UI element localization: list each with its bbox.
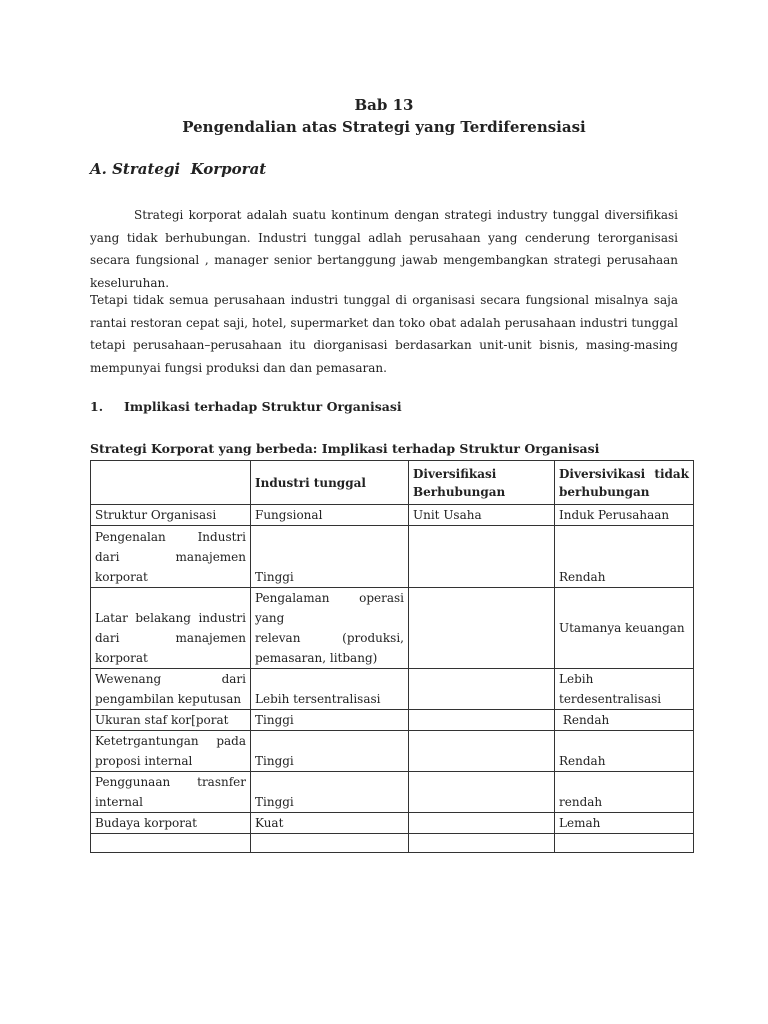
table-row	[91, 813, 694, 834]
table-cell: Induk Perusahaan	[555, 505, 694, 526]
table-cell	[409, 669, 555, 710]
table-cell: Unit Usaha	[409, 505, 555, 526]
strategy-table	[90, 460, 694, 853]
table-cell: Wewenang dari pengambilan keputusan	[91, 669, 251, 710]
table-cell: Pengenalan Industri dari manajemen korporat	[91, 526, 251, 588]
table-cell: Latar belakang industri dari manajemen korporat	[91, 588, 251, 669]
table-cell	[409, 772, 555, 813]
table-cell	[409, 588, 555, 669]
table-cell: rendah	[555, 772, 694, 813]
subsection-heading	[90, 399, 402, 414]
table-cell: Tinggi	[251, 731, 409, 772]
header-cell-empty	[91, 461, 251, 505]
table-cell: Budaya korporat	[91, 813, 251, 834]
table-cell: Penggunaan trasnfer internal	[91, 772, 251, 813]
chapter-subtitle: Pengendalian atas Strategi yang Terdiferensiasi	[182, 118, 586, 136]
table-cell: Tinggi	[251, 772, 409, 813]
table-row	[91, 505, 694, 526]
paragraph-1: Strategi korporat adalah suatu kontinum dengan strategi industry tunggal diversifikasi yang tidak berhubungan. Industri tunggal adlah perusahaan yang cenderung terorganisasi secara fungsional , manager senior bertanggung jawab mengembangkan strategi perusahaan keseluruhan.	[90, 208, 678, 290]
table-cell	[91, 834, 251, 853]
chapter-title: Bab 13	[354, 96, 414, 114]
paragraph-2: Tetapi tidak semua perusahaan industri tunggal di organisasi secara fungsional misalnya saja rantai restoran cepat saji, hotel, supermarket dan toko obat adalah perusahaan industri tunggal tetapi perusahaan–perusahaan itu diorganisasi berdasarkan unit-unit bisnis, masing-masing mempunyai fungsi produksi dan dan pemasaran.	[90, 293, 678, 375]
table-cell	[409, 813, 555, 834]
table-cell: Rendah	[555, 731, 694, 772]
table-cell: Pengalaman operasi yang relevan (produksi, pemasaran, litbang)	[251, 588, 409, 669]
table-cell: Utamanya keuangan	[555, 588, 694, 669]
table-cell: Tinggi	[251, 526, 409, 588]
table-cell	[409, 710, 555, 731]
table-row	[91, 588, 694, 669]
table-cell: Struktur Organisasi	[91, 505, 251, 526]
section-heading: A. Strategi Korporat	[90, 160, 267, 178]
table-row	[91, 772, 694, 813]
table-cell: Rendah	[555, 526, 694, 588]
table-caption: Strategi Korporat yang berbeda: Implikasi terhadap Struktur Organisasi	[90, 441, 600, 456]
table-cell: Fungsional	[251, 505, 409, 526]
table-row	[91, 731, 694, 772]
table-cell: Tinggi	[251, 710, 409, 731]
table-row	[91, 710, 694, 731]
table-cell	[251, 834, 409, 853]
table-cell: Ketetrgantungan pada proposi internal	[91, 731, 251, 772]
subsection-number: 1.	[90, 399, 104, 414]
table-cell	[409, 731, 555, 772]
table-cell: Kuat	[251, 813, 409, 834]
table-row	[91, 669, 694, 710]
table-cell: Lemah	[555, 813, 694, 834]
table-row	[91, 834, 694, 853]
table-cell: Lebih tersentralisasi	[251, 669, 409, 710]
subsection-label: Implikasi terhadap Struktur Organisasi	[124, 399, 402, 414]
header-cell-industri-tunggal: Industri tunggal	[251, 461, 409, 505]
table-cell	[409, 526, 555, 588]
header-cell-diversivikasi-tidak-berhubungan: Diversivikasi tidak berhubungan	[555, 461, 694, 505]
table-cell: Ukuran staf kor[porat	[91, 710, 251, 731]
table-cell: Rendah	[555, 710, 694, 731]
table-row	[91, 526, 694, 588]
table-cell	[555, 834, 694, 853]
table-cell	[409, 834, 555, 853]
table-cell: Lebih terdesentralisasi	[555, 669, 694, 710]
header-cell-diversifikasi-berhubungan: Diversifikasi Berhubungan	[409, 461, 555, 505]
table-header-row	[91, 461, 694, 505]
